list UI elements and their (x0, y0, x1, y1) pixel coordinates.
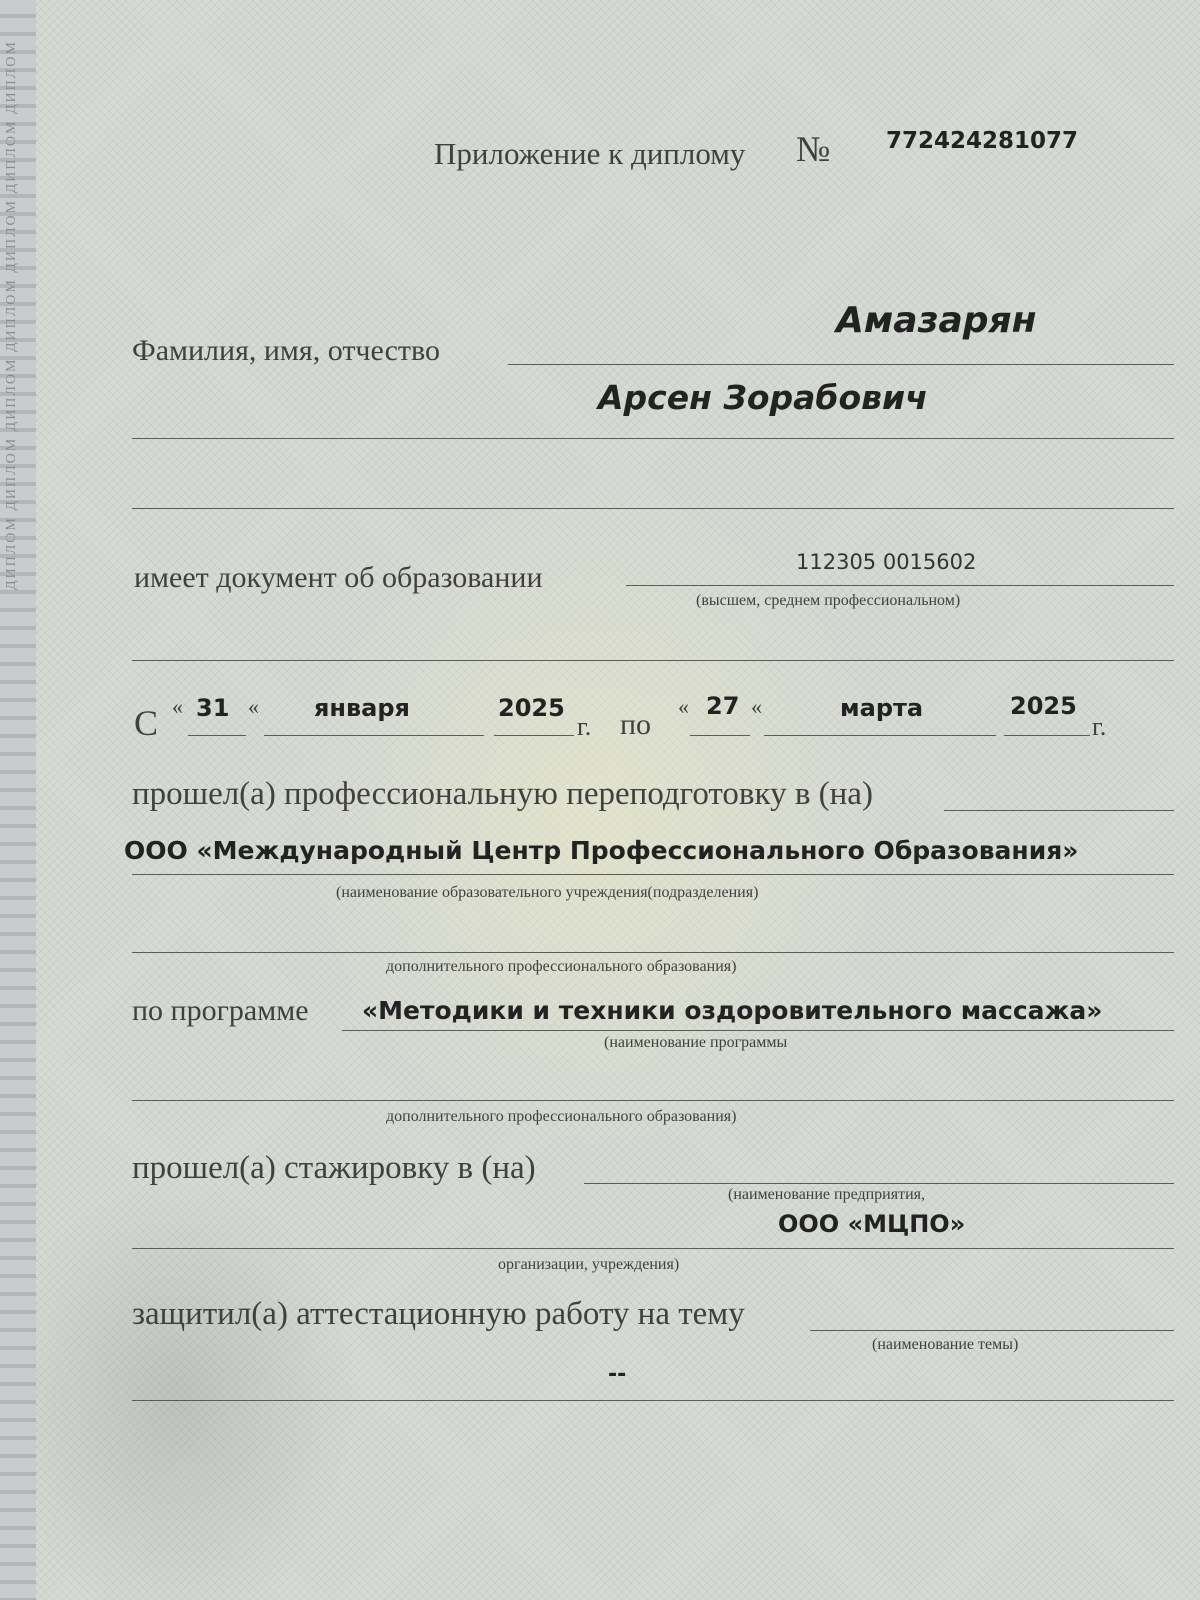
program-caption-1: (наименование программы (604, 1034, 788, 1051)
retraining-caption-2: дополнительного профессионального образования) (386, 958, 737, 975)
to-year-line (1004, 735, 1090, 736)
date-prefix: С (134, 703, 159, 743)
from-month-value: января (314, 694, 410, 722)
thesis-value: -- (608, 1362, 627, 1387)
retraining-line-2 (132, 874, 1174, 875)
education-caption: (высшем, среднем профессиональном) (696, 592, 961, 609)
given-names-value: Арсен Зорабович (598, 378, 928, 417)
to-year-suffix: г. (1092, 712, 1107, 741)
from-year-line (494, 735, 574, 736)
from-year-suffix: г. (577, 712, 592, 741)
fio-line-3 (132, 508, 1174, 509)
diploma-supplement-sheet (36, 0, 1200, 1600)
to-label: по (620, 708, 652, 741)
internship-value: ООО «МЦПО» (778, 1210, 966, 1238)
program-label: по программе (132, 994, 309, 1027)
thesis-line-2 (132, 1400, 1174, 1401)
from-day-open-quote: « (172, 694, 183, 719)
fio-label: Фамилия, имя, отчество (132, 334, 440, 367)
program-line-2 (132, 1100, 1174, 1101)
internship-line-1 (584, 1183, 1174, 1184)
from-day-value: 31 (196, 694, 230, 722)
from-day-line (188, 735, 246, 736)
number-sign: № (796, 129, 831, 169)
internship-caption-1: (наименование предприятия, (728, 1186, 926, 1203)
supplement-number: 772424281077 (886, 128, 1079, 154)
to-year-value: 2025 (1010, 692, 1077, 720)
education-label: имеет документ об образовании (134, 561, 543, 594)
surname-value: Амазарян (836, 300, 1037, 341)
program-line-1 (342, 1030, 1174, 1031)
to-month-line (764, 735, 996, 736)
education-line-2 (132, 660, 1174, 661)
education-line (626, 585, 1174, 586)
page-edge-strip (0, 0, 40, 1600)
internship-caption-2: организации, учреждения) (498, 1256, 680, 1273)
thesis-line-1 (810, 1330, 1174, 1331)
retraining-line-3 (132, 952, 1174, 953)
to-month-value: марта (840, 694, 924, 722)
program-caption-2: дополнительного профессионального образования) (386, 1108, 737, 1125)
supplement-title: Приложение к диплому (434, 136, 746, 171)
thesis-label: защитил(а) аттестационную работу на тему (132, 1296, 745, 1332)
education-document-number: 112305 0015602 (796, 550, 977, 574)
internship-line-2 (132, 1248, 1174, 1249)
from-month-open-quote: « (248, 694, 259, 719)
internship-label: прошел(а) стажировку в (на) (132, 1150, 536, 1186)
thesis-caption: (наименование темы) (872, 1336, 1019, 1353)
edge-watermark-text: ДИПЛОМ ДИПЛОМ ДИПЛОМ ДИПЛОМ ДИПЛОМ ДИПЛОМ ДИПЛОМ (4, 40, 19, 590)
fio-line-2 (132, 438, 1174, 439)
fio-line-1 (508, 364, 1174, 365)
retraining-label: прошел(а) профессиональную переподготовку в (на) (132, 776, 873, 812)
to-month-open-quote: « (751, 694, 762, 719)
retraining-organization: ООО «Международный Центр Профессионального Образования» (124, 836, 1079, 865)
from-year-value: 2025 (498, 694, 565, 722)
to-day-open-quote: « (678, 694, 689, 719)
to-day-value: 27 (706, 692, 740, 720)
retraining-line-1 (944, 810, 1174, 811)
program-value: «Методики и техники оздоровительного массажа» (362, 996, 1103, 1025)
to-day-line (690, 735, 750, 736)
retraining-caption-1: (наименование образовательного учреждения(подразделения) (336, 884, 759, 901)
from-month-line (264, 735, 484, 736)
